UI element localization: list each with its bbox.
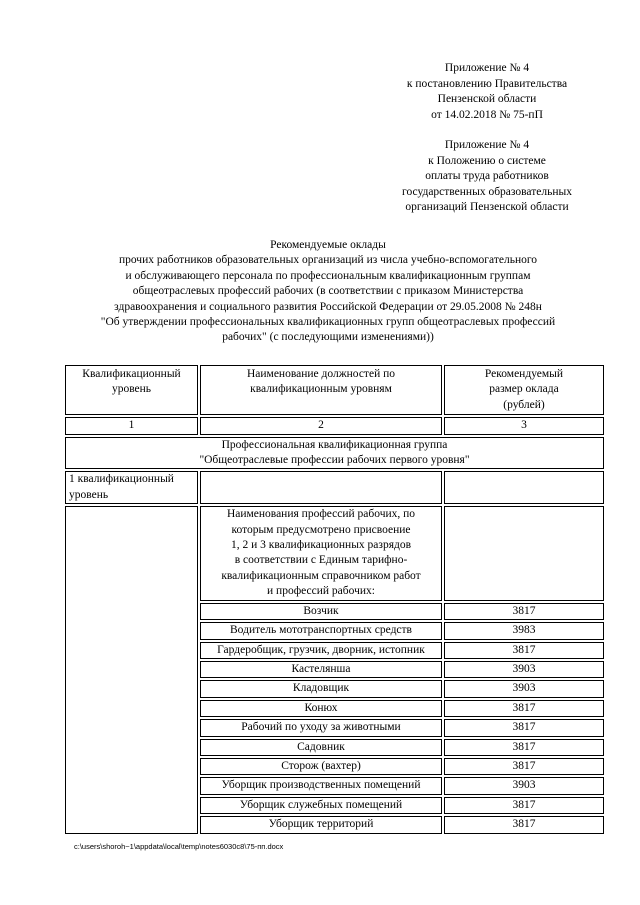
profession-name: Конюх [200,700,442,717]
salary-table [63,363,606,836]
title-line: и обслуживающего персонала по профессиональным квалификационным группам [125,269,531,282]
annex-decree-line: к постановлению Правительства [406,77,568,90]
annex-regulation-line: государственных образовательных [402,185,572,198]
title-line: здравоохранения и социального развития Российской Федерации от 29.05.2008 № 248н [114,300,542,313]
header-cell-salary: Рекомендуемый размер оклада (рублей) [444,365,604,415]
document-title [60,238,596,346]
title-line: рабочих" (с последующими изменениями)) [222,331,434,344]
profession-name: Кладовщик [200,680,442,697]
annex-regulation-line: к Положению о системе [428,154,546,167]
annex-regulation-header [357,138,617,216]
profession-name: Гардеробщик, грузчик, дворник, истопник [200,642,442,659]
level-row [65,471,604,504]
salary-value: 3817 [444,797,604,814]
header-cell-level: Квалификационный уровень [65,365,198,415]
group-title-cell: Профессиональная квалификационная группа "Общеотраслевые профессии рабочих первого уровня" [65,437,604,470]
professions-intro-cell: Наименования профессий рабочих, по которым предусмотрено присвоение 1, 2 и 3 квалификационных разрядов в соответствии с Единым тарифно- квалификационным справочником работ и профессий рабочих: [200,506,442,600]
profession-name: Возчик [200,603,442,620]
empty-cell [444,471,604,504]
profession-name: Уборщик служебных помещений [200,797,442,814]
annex-decree-date: от 14.02.2018 № 75-пП [431,108,543,121]
profession-name: Рабочий по уходу за животными [200,719,442,736]
profession-name: Сторож (вахтер) [200,758,442,775]
annex-decree-line: Пензенской области [437,93,537,106]
title-line: прочих работников образовательных организаций из числа учебно-вспомогательного [118,254,538,267]
title-line: общеотраслевых профессий рабочих (в соответствии с приказом Министерства [132,285,524,298]
salary-value: 3817 [444,739,604,756]
empty-cell [200,471,442,504]
column-number: 1 [65,417,198,434]
profession-name: Садовник [200,739,442,756]
salary-value: 3817 [444,603,604,620]
professions-intro-row [65,506,604,600]
file-path-footer: c:\users\shoroh~1\appdata\local\temp\notes6030c8\75-пп.docx [74,842,284,851]
group-title-row [65,437,604,470]
title-line: "Об утверждении профессиональных квалификационных групп общеотраслевых профессий [100,316,556,329]
column-number: 3 [444,417,604,434]
annex-decree-header [357,61,617,123]
salary-value: 3817 [444,700,604,717]
annex-decree-line: Приложение № 4 [444,62,530,74]
annex-regulation-line: Приложение № 4 [444,139,530,151]
title-heading: Рекомендуемые оклады [270,239,386,251]
profession-name: Водитель мототранспортных средств [200,622,442,639]
annex-regulation-line: организаций Пензенской области [405,201,569,214]
annex-regulation-line: оплаты труда работников [425,170,549,183]
profession-name: Уборщик территорий [200,816,442,833]
salary-value: 3903 [444,661,604,678]
column-number-row [65,417,604,434]
level-label-cell: 1 квалификационный уровень [65,471,198,504]
salary-value: 3817 [444,642,604,659]
empty-level-cell [65,506,198,833]
column-number: 2 [200,417,442,434]
salary-value: 3903 [444,680,604,697]
profession-name: Кастелянша [200,661,442,678]
salary-value: 3817 [444,758,604,775]
empty-cell [444,506,604,600]
salary-value: 3903 [444,777,604,794]
profession-name: Уборщик производственных помещений [200,777,442,794]
salary-value: 3817 [444,719,604,736]
header-cell-position: Наименование должностей по квалификационным уровням [200,365,442,415]
salary-value: 3817 [444,816,604,833]
salary-value: 3983 [444,622,604,639]
table-header-row [65,365,604,415]
